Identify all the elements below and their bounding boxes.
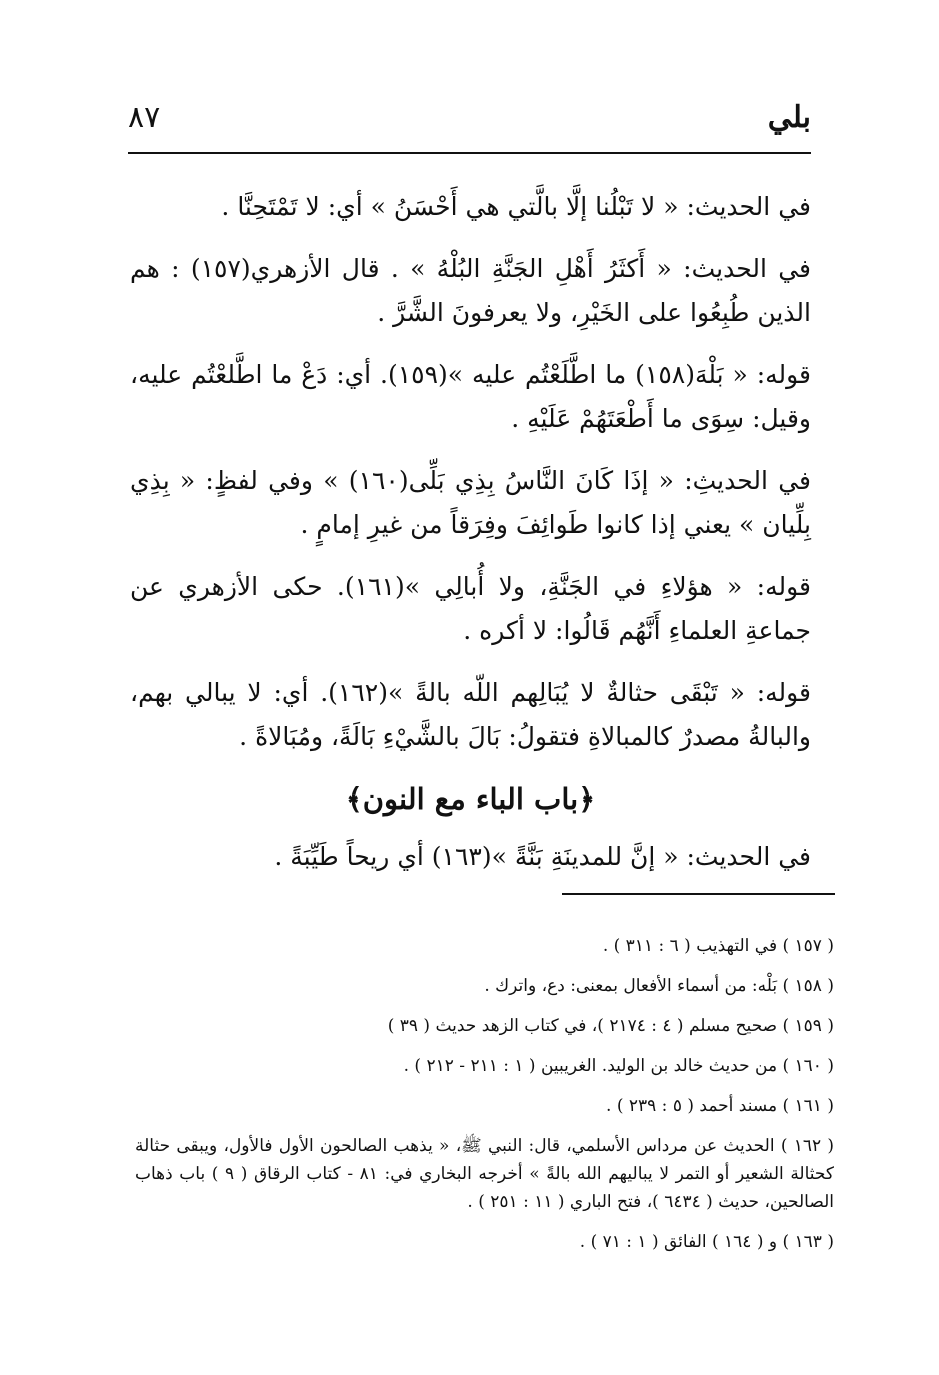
paragraph: في الحديث: « أَكثَرُ أَهْلِ الجَنَّةِ البُلْهُ » . قال الأزهري(١٥٧) : هم الذين طُبِعُوا على الخَيْرِ، ولا يعرفونَ الشَّرَّ .	[130, 254, 811, 327]
paragraph: قوله: « تَبْقَى حثالةٌ لا يُبَالِهم اللّه بالةً »(١٦٢). أي: لا يبالي بهم، والبالةُ مصدرٌ كالمبالاةِ فتقولُ: بَالَ بالشَّيْءِ بَالَةً، ومُبَالاةً .	[130, 678, 811, 751]
footnote: ( ١٦٢ ) الحديث عن مرداس الأسلمي، قال: النبي ﷺ، « يذهب الصالحون الأول فالأول، ويبقى حثالة كحثالة الشعير أو التمر لا يباليهم الله بالةً » أخرجه البخاري في: ٨١ - كتاب الرقاق ( ٩ ) باب ذهاب الصالحين، حديث ( ٦٤٣٤ )، فتح الباري ( ١١ : ٢٥١ ) .	[135, 1136, 834, 1212]
footnote: ( ١٦٣ ) و ( ١٦٤ ) الفائق ( ١ : ٧١ ) .	[579, 1232, 834, 1252]
footnote: ( ١٦١ ) مسند أحمد ( ٥ : ٢٣٩ ) .	[606, 1096, 834, 1116]
footnote: ( ١٥٧ ) في التهذيب ( ٦ : ٣١١ ) .	[602, 936, 834, 956]
paragraph: قوله: « هؤلاءِ في الجَنَّةِ، ولا أُبالِي »(١٦١). حكى الأزهري عن جماعةِ العلماءِ أَنَّهُم قَالُوا: لا أكره .	[130, 572, 811, 645]
paragraph: في الحديثِ: « إذَا كَانَ النَّاسُ بِذِي بَلِّى(١٦٠) » وفي لفظٍ: « بِذِي بِلِّيان » يعني إذا كانوا طَوائِفَ وفِرَقاً من غيرِ إمامٍ .	[130, 466, 811, 539]
section-heading: ﴿باب الباء مع النون﴾	[345, 782, 596, 816]
paragraph: في الحديث: « لا تَبْلُنا إلَّا بالَّتي هي أَحْسَنُ » أي: لا تَمْتَحِنَّا .	[221, 192, 811, 221]
page-header	[128, 100, 811, 150]
header-divider	[128, 152, 811, 154]
footnote-divider	[562, 893, 835, 895]
footnotes	[135, 932, 834, 1268]
main-text	[130, 185, 811, 897]
footnote: ( ١٥٩ ) صحيح مسلم ( ٤ : ٢١٧٤ )، في كتاب الزهد حديث ( ٣٩ )	[387, 1016, 834, 1036]
running-title: بلي	[767, 100, 811, 135]
footnote: ( ١٦٠ ) من حديث خالد بن الوليد. الغريبين ( ١ : ٢١١ - ٢١٢ ) .	[403, 1056, 834, 1076]
paragraph: قوله: « بَلْهَ(١٥٨) ما اطَّلَعْتُم عليه »(١٥٩). أي: دَعْ ما اطَّلعْتُم عليه، وقيل: سِوَى ما أَطْعَتَهُمْ عَلَيْهِ .	[130, 360, 811, 433]
section-paragraph: في الحديث: « إنَّ للمدينَةِ بَنَّةً »(١٦٣) أي ريحاً طَيِّبَةً .	[274, 842, 811, 871]
page-number: ٨٧	[128, 100, 161, 135]
footnote: ( ١٥٨ ) بَلْه: من أسماء الأفعال بمعنى: دع، واترك .	[484, 976, 834, 996]
